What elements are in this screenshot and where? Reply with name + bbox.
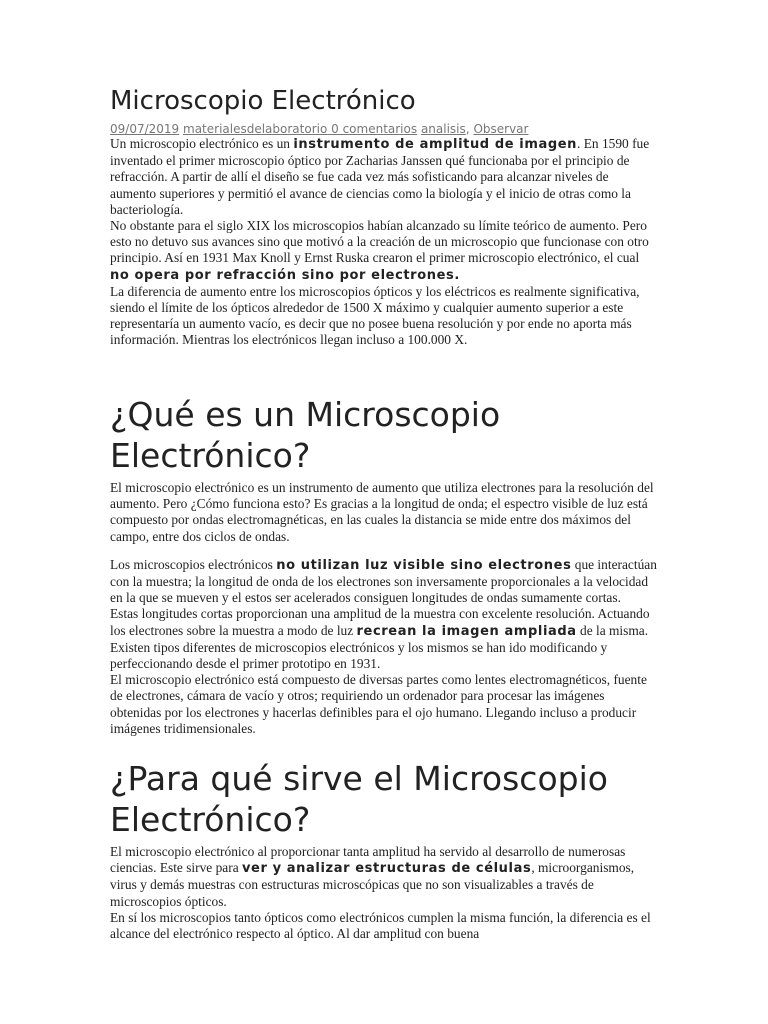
tag-link-observar[interactable]: Observar: [473, 122, 529, 136]
tag-link-analisis[interactable]: analisis: [420, 122, 466, 136]
page-title: Microscopio Electrónico: [110, 86, 416, 116]
author-link[interactable]: materialesdelaboratorio: [183, 122, 328, 136]
section-what-is: [110, 394, 658, 737]
section-heading: ¿Qué es un Microscopio Electrónico?: [110, 395, 501, 475]
post-meta: [110, 122, 528, 136]
section1-paragraph-2: Los microscopios electrónicos no utilizan luz visible sino electrones que interactúan con la muestra; la longitud de onda de los electrones son inversamente proporcionales a la velocidad en la que se mueven y el estos ser acelerados consiguen longitudes de ondas sumamente cortas.: [110, 556, 657, 606]
section-heading: ¿Para qué sirve el Microscopio Electrónico?: [110, 759, 608, 839]
intro-section: [110, 136, 658, 349]
post-date-link[interactable]: 09/07/2019: [110, 122, 180, 136]
section1-paragraph-4: El microscopio electrónico está compuesto de diversas partes como lentes electromagnéticos, fuente de electrones, cámara de vacío y otros; requiriendo un ordenador para procesar las imágenes obtenidas por los electrones y hacerlas definibles para el ojo humano. Llegando incluso a producir imágenes tridimensionales.: [110, 672, 647, 736]
section-what-for: [110, 758, 658, 942]
intro-paragraph-1: Un microscopio electrónico es un instrumento de amplitud de imagen. En 1590 fue inventado el primer microscopio óptico por Zacharias Janssen qué funcionaba por el principio de refracción. A partir de allí el diseño se fue cada vez más sofisticando para alcanzar niveles de aumento superiores y permitió el avance de ciencias como la biología y el inicio de otras como la bacteriología.: [110, 136, 650, 217]
highlight-text: no utilizan luz visible sino electrones: [276, 557, 572, 573]
section1-paragraph-1: El microscopio electrónico es un instrumento de aumento que utiliza electrones para la resolución del aumento. Pero ¿Cómo funciona esto? Es gracias a la longitud de onda; el espectro visible de luz está compuesto por ondas electromagnéticas, en las cuales la distancia se mide entre dos máximos del campo, entre dos ciclos de ondas.: [110, 480, 654, 544]
section1-paragraph-3: Estas longitudes cortas proporcionan una amplitud de la muestra con excelente resolución. Actuando los electrones sobre la muestra a modo de luz recrean la imagen ampliada de la misma. Existen tipos diferentes de microscopios electrónicos y los mismos se han ido modificando y perfeccionando desde el primer prototipo en 1931.: [110, 606, 650, 672]
intro-paragraph-3: La diferencia de aumento entre los microscopios ópticos y los eléctricos es realmente significativa, siendo el límite de los ópticos alrededor de 1500 X máximo y cualquier aumento superior a este representaría un aumento vacío, es decir que no posee buena resolución y por ende no aporta más información. Mientras los electrónicos llegan incluso a 100.000 X.: [110, 283, 640, 348]
intro-paragraph-2: No obstante para el siglo XIX los microscopios habían alcanzado su límite teórico de aumento. Pero esto no detuvo sus avances sino que motivó a la creación de un microscopio que funcionase con otro principio. Así en 1931 Max Knoll y Ernst Ruska crearon el primer microscopio electrónico, el cual no opera por refracción sino por electrones.: [110, 218, 649, 283]
highlight-text: ver y analizar estructuras de células: [241, 861, 532, 877]
tag-separator: ,: [465, 122, 470, 136]
comments-link[interactable]: 0 comentarios: [327, 122, 418, 136]
section2-paragraph-2: En sí los microscopios tanto ópticos como electrónicos cumplen la misma función, la diferencia es el alcance del electrónico respecto al óptico. Al dar amplitud con buena: [110, 909, 651, 942]
highlight-text: no opera por refracción sino por electrones.: [110, 267, 460, 283]
highlight-text: recrean la imagen ampliada: [356, 623, 577, 639]
section2-paragraph-1: El microscopio electrónico al proporcionar tanta amplitud ha servido al desarrollo de numerosas ciencias. Este sirve para ver y analizar estructuras de células, microorganismos, virus y demás muestras con estructuras microscópicas que no son visualizables a través de microscopios ópticos.: [110, 844, 635, 909]
highlight-text: instrumento de amplitud de imagen: [293, 137, 578, 152]
